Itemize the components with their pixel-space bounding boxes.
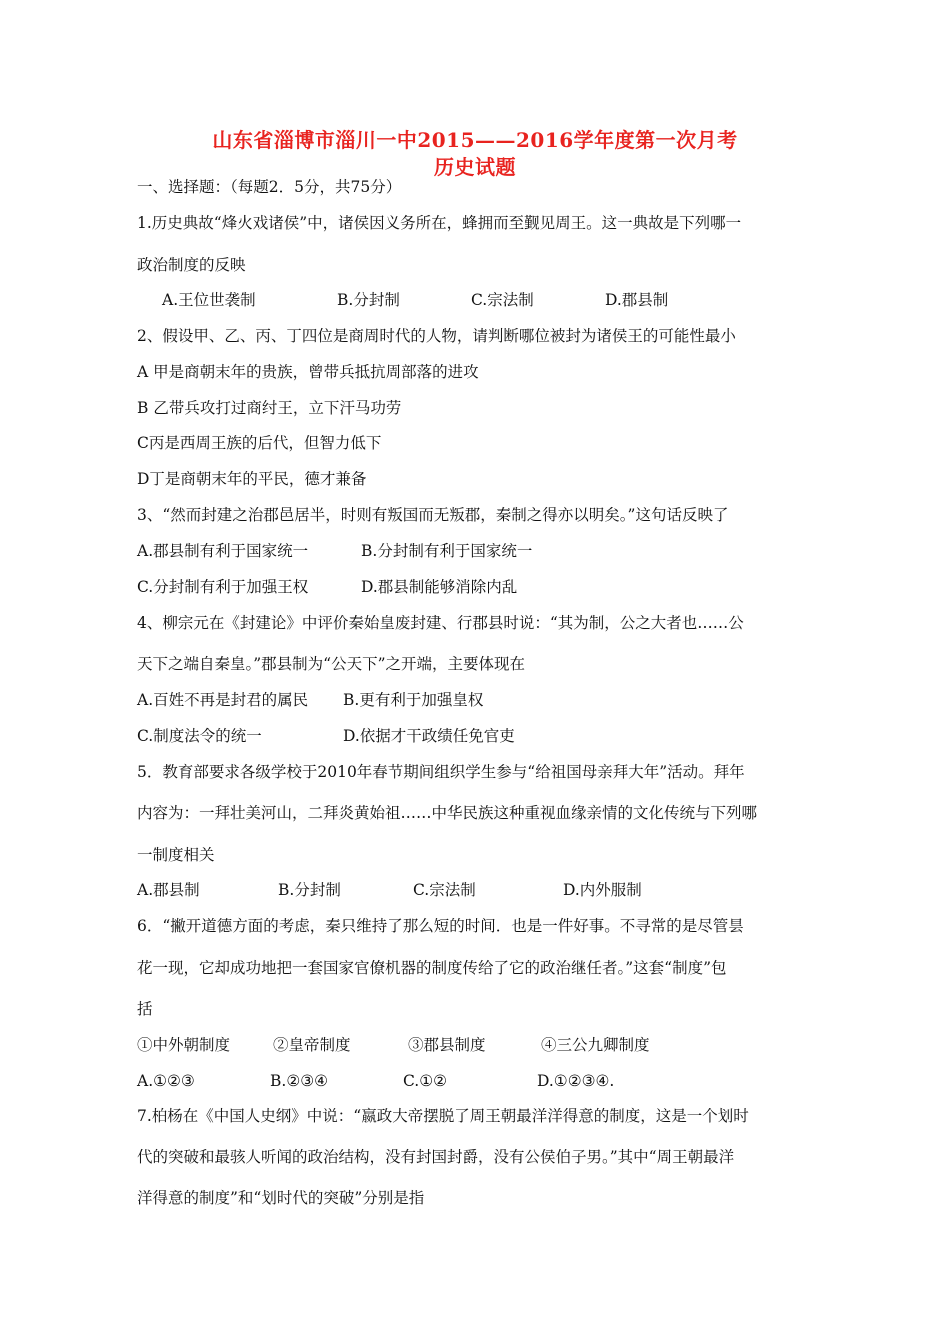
question-1-option-b: B.分封制 <box>337 291 400 309</box>
question-5-option-a: A.郡县制 <box>137 881 200 899</box>
question-6-option-d: D.①②③④. <box>537 1072 615 1090</box>
question-1-option-c: C.宗法制 <box>471 291 534 309</box>
question-6-item-2: ②皇帝制度 <box>273 1036 351 1054</box>
question-5-line3: 一制度相关 <box>137 846 215 864</box>
question-3-option-b: B.分封制有利于国家统一 <box>361 542 533 560</box>
question-6-line1: 6．“撇开道德方面的考虑，秦只维持了那么短的时间．也是一件好事。不寻常的是尽管昙 <box>137 917 744 935</box>
question-7-line2: 代的突破和最骇人听闻的政治结构，没有封国封爵，没有公侯伯子男。”其中“周王朝最洋 <box>137 1148 735 1166</box>
question-4-line1: 4、柳宗元在《封建论》中评价秦始皇废封建、行郡县时说：“其为制，公之大者也……公 <box>137 614 744 632</box>
question-1-option-d: D.郡县制 <box>605 291 669 309</box>
question-5-option-c: C.宗法制 <box>413 881 476 899</box>
page-title-line2: 历史试题 <box>434 155 516 179</box>
question-2-option-d: D丁是商朝末年的平民，德才兼备 <box>137 470 367 488</box>
question-4-option-c: C.制度法令的统一 <box>137 727 262 745</box>
question-5-option-d: D.内外服制 <box>563 881 642 899</box>
question-3-option-d: D.郡县制能够消除内乱 <box>361 578 518 596</box>
page-title-line1: 山东省淄博市淄川一中2015——2016学年度第一次月考 <box>212 128 738 152</box>
question-2-line1: 2、假设甲、乙、丙、丁四位是商周时代的人物，请判断哪位被封为诸侯王的可能性最小 <box>137 327 736 345</box>
question-3-line1: 3、“然而封建之治郡邑居半，时则有叛国而无叛郡，秦制之得亦以明矣。”这句话反映了 <box>137 506 729 524</box>
question-1-line1: 1.历史典故“烽火戏诸侯”中，诸侯因义务所在，蜂拥而至觐见周王。这一典故是下列哪一 <box>137 214 742 232</box>
question-6-option-b: B.②③④ <box>270 1072 329 1090</box>
question-3-option-a: A.郡县制有利于国家统一 <box>137 542 309 560</box>
question-5-line2: 内容为：一拜壮美河山，二拜炎黄始祖……中华民族这种重视血缘亲情的文化传统与下列哪 <box>137 804 758 822</box>
question-6-line3: 括 <box>137 1000 153 1018</box>
question-2-option-c: C丙是西周王族的后代，但智力低下 <box>137 434 382 452</box>
question-5-option-b: B.分封制 <box>278 881 341 899</box>
question-6-item-3: ③郡县制度 <box>408 1036 486 1054</box>
question-2-option-a: A 甲是商朝末年的贵族，曾带兵抵抗周部落的进攻 <box>137 363 479 381</box>
question-3-option-c: C.分封制有利于加强王权 <box>137 578 309 596</box>
question-5-line1: 5．教育部要求各级学校于2010年春节期间组织学生参与“给祖国母亲拜大年”活动。拜年 <box>137 763 745 781</box>
question-4-option-a: A.百姓不再是封君的属民 <box>137 691 309 709</box>
question-4-option-d: D.依据才干政绩任免官吏 <box>343 727 515 745</box>
section-heading: 一、选择题：（每题2．5分，共75分） <box>137 178 402 196</box>
question-6-option-c: C.①② <box>403 1072 448 1090</box>
question-7-line3: 洋得意的制度”和“划时代的突破”分别是指 <box>137 1189 425 1207</box>
question-6-item-1: ①中外朝制度 <box>137 1036 231 1054</box>
question-1-line2: 政治制度的反映 <box>137 256 246 274</box>
question-7-line1: 7.柏杨在《中国人史纲》中说：“嬴政大帝摆脱了周王朝最洋洋得意的制度，这是一个划时 <box>137 1107 749 1125</box>
question-2-option-b: B 乙带兵攻打过商纣王，立下汗马功劳 <box>137 399 402 417</box>
question-6-line2: 花一现，它却成功地把一套国家官僚机器的制度传给了它的政治继任者。”这套“制度”包 <box>137 959 727 977</box>
question-6-option-a: A.①②③ <box>137 1072 195 1090</box>
question-4-option-b: B.更有利于加强皇权 <box>343 691 484 709</box>
question-1-option-a: A.王位世袭制 <box>162 291 256 309</box>
question-6-item-4: ④三公九卿制度 <box>541 1036 650 1054</box>
question-4-line2: 天下之端自秦皇。”郡县制为“公天下”之开端，主要体现在 <box>137 655 526 673</box>
